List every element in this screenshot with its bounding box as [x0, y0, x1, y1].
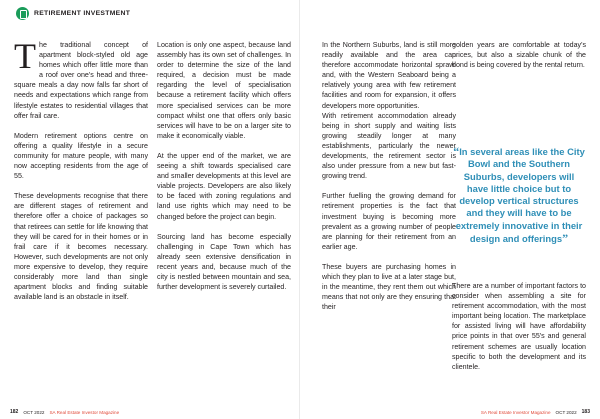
paragraph: Further fuelling the growing demand for retirement properties is the fact that investment buying is becoming more prevalent as a growing number of people are planning for their retirement from an earlier age. [322, 192, 456, 251]
section-title: RETIREMENT INVESTMENT [34, 9, 131, 17]
pull-quote-text: In several areas like the City Bowl and the Southern Suburbs, developers will have little choice but to develop vertical structures and they will have to be extremely innovative in their design and offerings [455, 146, 585, 245]
column-3 [322, 40, 456, 312]
quote-close-mark: ” [562, 231, 569, 246]
right-page [300, 0, 600, 419]
paragraph: golden years are comfortable at today's prices, but also a sizable chunk of the bond is being covered by the rental return. [452, 41, 586, 70]
paragraph: Sourcing land has become especially challenging in Cape Town which has already seen extensive densification in recent years and, because much of the city is nestled between mountain and sea, further development is severely curtailed. [157, 232, 291, 292]
paragraph: In the Northern Suburbs, land is still more readily available and the area can therefore accommodate horizontal sprawl and, with the Western Seaboard being a relatively young area with few retirement facilities and room for expansion, it offers developers more opportunities. [322, 41, 456, 110]
column-1 [14, 36, 148, 302]
issue-date: OCT 2022 [23, 409, 45, 415]
footer-right [481, 409, 590, 415]
paragraph [14, 36, 148, 121]
paragraph: These buyers are purchasing homes in which they plan to live at a later stage but, in the meantime, they rent them out which means that not only are they ensuring that their [322, 262, 456, 312]
magazine-name: SA Real Estate Investor Magazine [49, 409, 120, 415]
column-4-continued [452, 281, 586, 372]
pull-quote [452, 145, 586, 245]
page-number: 182 [10, 409, 19, 415]
building-icon [16, 7, 29, 20]
paragraph: With retirement accommodation already being in short supply and waiting lists growing steadily longer at many establishments, particularly the newer developments, the retirement sector is also under pressure from a new but fast-growing trend. [322, 111, 456, 181]
section-header [16, 6, 130, 20]
issue-date: OCT 2022 [555, 409, 577, 415]
magazine-name: SA Real Estate Investor Magazine [480, 409, 551, 415]
paragraph-text: he traditional concept of apartment block-styled old age homes which offer little more than a roof over one's head and three-square meals a day now falls far short of needs and expectations which range from lifestyle estates to residential villages that offer frail care. [14, 41, 148, 120]
paragraph: At the upper end of the market, we are seeing a shift towards specialised care and smaller developments at this level are viable projects. Developers are also likely to be faced with zoning regulations and land use rights which may need to be changed before the project can begin. [157, 151, 291, 221]
paragraph: There are a number of important factors to consider when assembling a site for retirement accommodation, with the most important being location. The marketplace for assisted living will have affordability price points in that over 55's and general retirement schemes are usually location specific to both the development and its clientele. [452, 282, 586, 371]
quote-open-mark: “ [453, 144, 460, 158]
drop-cap: T [14, 36, 36, 76]
column-4 [452, 40, 586, 70]
paragraph: Modern retirement options centre on offering a quality lifestyle in a secure community for mature people, with many now accepting residents from the age of 55. [14, 131, 148, 181]
paragraph: These developments recognise that there are different stages of retirement and therefore offer a choice of packages so that retirees can settle for life knowing that they will be cared for in their homes or in frail care if it becomes necessary. However, such developments are not only more expensive to develop, they require considerably more land than single apartment blocks and finding suitable available land is an obstacle in itself. [14, 192, 148, 302]
footer-left [10, 409, 119, 415]
page-number: 183 [581, 409, 590, 415]
column-2 [157, 40, 291, 292]
paragraph: Location is only one aspect, because land assembly has its own set of challenges. In order to determine the size of the land required, a decision must be made regarding the level of specialisation because a retirement facility which offers more specialised services can be more compact whilst one that offers only basic services will have to be on a larger site to make it economically viable. [157, 41, 291, 140]
